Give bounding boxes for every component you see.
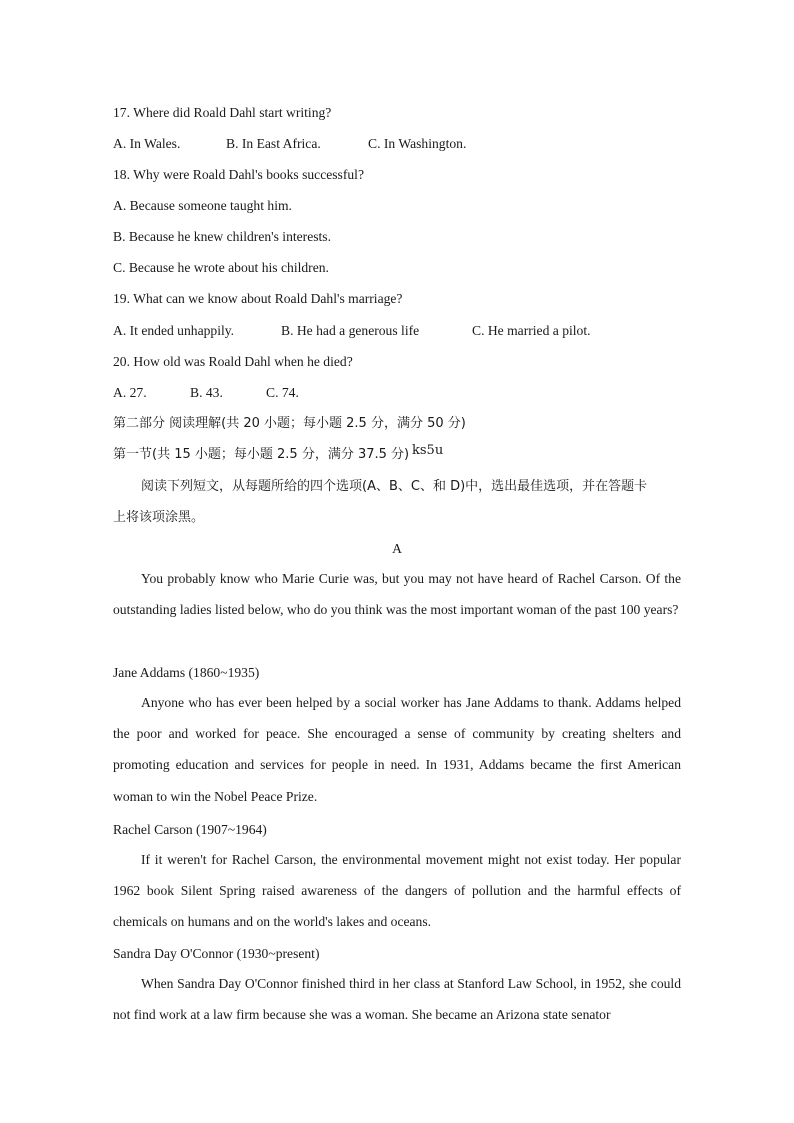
instruction-line-2: 上将该项涂黑。 [113, 510, 205, 525]
person-3-name: Sandra Day O'Connor (1930~present) [113, 946, 320, 961]
q18-option-a: A. Because someone taught him. [113, 198, 292, 213]
q20-option-a: A. 27. [113, 385, 147, 400]
instruction-line-1: 阅读下列短文，从每题所给的四个选项(A、B、C、和 D)中，选出最佳选项，并在答题卡 [141, 479, 648, 494]
watermark-text: ks5u [412, 443, 444, 458]
person-3-text: When Sandra Day O'Connor finished third in her class at Stanford Law School, in 1952, she could not find work at a law firm because she was a woman. She became an Arizona state senator [113, 976, 681, 1023]
question-19: 19. What can we know about Roald Dahl's marriage? [113, 291, 403, 306]
question-17: 17. Where did Roald Dahl start writing? [113, 105, 332, 120]
q20-option-c: C. 74. [266, 385, 299, 400]
person-2-text: If it weren't for Rachel Carson, the environmental movement might not exist today. Her popular 1962 book Silent Spring raised awareness of the dangers of pollution and the harmful effects of chemicals on humans and on the world's lakes and oceans. [113, 852, 681, 930]
q19-option-b: B. He had a generous life [281, 323, 420, 338]
q17-option-c: C. In Washington. [368, 136, 467, 151]
passage-intro: You probably know who Marie Curie was, but you may not have heard of Rachel Carson. Of the outstanding ladies listed below, who do you think was the most important woman of the past 100 years? [113, 571, 681, 618]
section1-heading: 第一节(共 15 小题；每小题 2.5 分，满分 37.5 分) [113, 447, 410, 462]
question-20: 20. How old was Roald Dahl when he died? [113, 354, 353, 369]
q20-option-b: B. 43. [190, 385, 223, 400]
q17-option-b: B. In East Africa. [226, 136, 321, 151]
q18-option-c: C. Because he wrote about his children. [113, 260, 329, 275]
part2-heading: 第二部分 阅读理解(共 20 小题；每小题 2.5 分，满分 50 分) [113, 416, 466, 431]
q19-option-a: A. It ended unhappily. [113, 323, 235, 338]
passage-label: A [392, 541, 402, 556]
question-18: 18. Why were Roald Dahl's books successful? [113, 167, 364, 182]
person-1-name: Jane Addams (1860~1935) [113, 665, 260, 680]
q17-option-a: A. In Wales. [113, 136, 181, 151]
person-1-text: Anyone who has ever been helped by a social worker has Jane Addams to thank. Addams helped the poor and worked for peace. She encouraged a sense of community by creating shelters and promoting education and services for people in need. In 1931, Addams became the first American woman to win the Nobel Peace Prize. [113, 695, 681, 804]
q18-option-b: B. Because he knew children's interests. [113, 229, 331, 244]
person-2-name: Rachel Carson (1907~1964) [113, 822, 267, 837]
q19-option-c: C. He married a pilot. [472, 323, 591, 338]
